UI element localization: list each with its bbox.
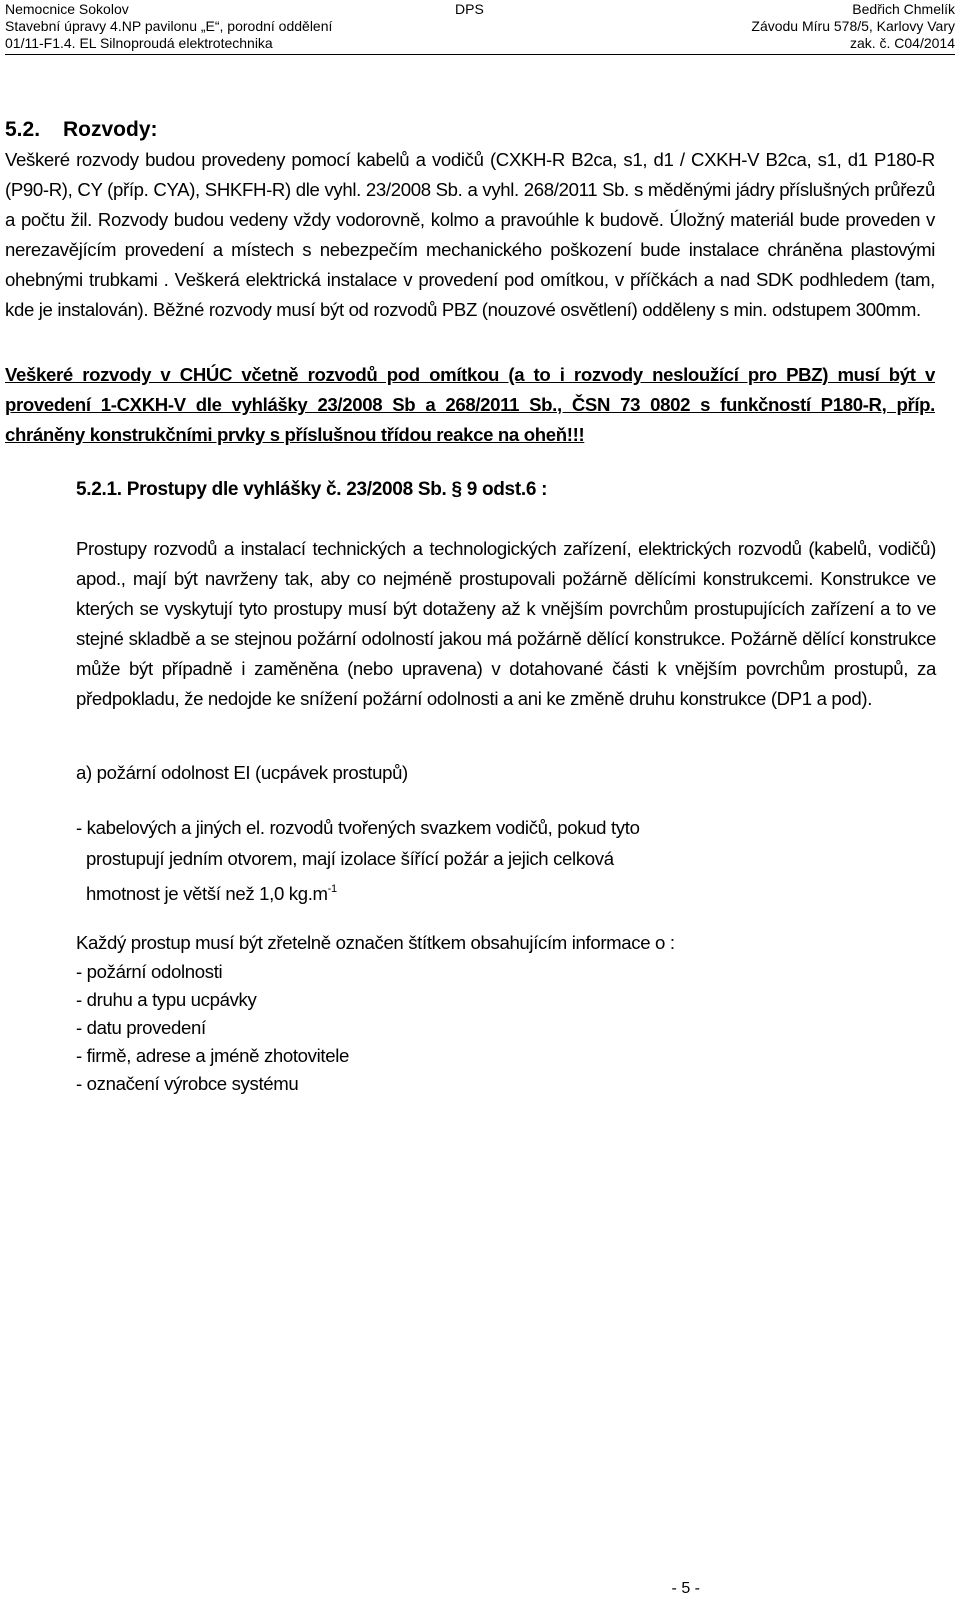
list-item: - druhu a typu ucpávky xyxy=(76,989,257,1010)
header-stage: DPS xyxy=(455,1,484,17)
header-row-3 xyxy=(5,34,955,52)
list-item: - označení výrobce systému xyxy=(76,1073,299,1094)
section-title xyxy=(5,118,158,142)
cable-line-3-text: hmotnost je větší než 1,0 kg.m xyxy=(86,883,328,904)
paragraph-wiring: Veškeré rozvody budou provedeny pomocí kabelů a vodičů (CXKH-R B2ca, s1, d1 / CXKH-V B2ca, s1, d1 P180-R (P90-R), CY (příp. CYA), SHKFH-R) dle vyhl. 23/2008 Sb. a vyhl. 268/2011 Sb. s měděnými jádry příslušných průřezů a počtu žil. Rozvody budou vedeny vždy vodorovně, kolmo a pravoúhle k budově. Úložný materiál bude proveden v nerezavějícím provedení a místech s nebezpečím mechanického poškození bude instalace chráněna plastovými ohebnými trubkami . Veškerá elektrická instalace v provedení pod omítkou, v příčkách a nad SDK podhledem (tam, kde je instalován). Běžné rozvody musí být od rozvodů PBZ (nouzové osvětlení) odděleny s min. odstupem 300mm. xyxy=(5,149,935,320)
header-order-number: zak. č. C04/2014 xyxy=(849,35,955,51)
label-info-list xyxy=(76,958,349,1098)
paragraph-penetrations: Prostupy rozvodů a instalací technických a technologických zařízení, elektrických rozvodů (kabelů, vodičů) apod., mají být navrženy tak, aby co nejméně prostupovali požárně dělícími konstrukcemi. Konstrukce ve kterých se vyskytují tyto prostupy musí být dotaženy až k vnějším povrchům prostupujících zařízení a to ve stejné skladbě a se stejnou požární odolností jakou má požárně dělící konstrukce. Požárně dělící konstrukce může být případně i zaměněna (nebo upravena) v dotahované části k vnějším povrchům prostupů, za předpokladu, že nedojde ke snížení požární odolnosti a ani ke změně druhu konstrukce (DP1 a pod). xyxy=(76,538,936,709)
section-title-text: Rozvody: xyxy=(63,118,158,141)
list-item: - firmě, adrese a jméně zhotovitele xyxy=(76,1045,349,1066)
cable-line-2: prostupují jedním otvorem, mají izolace šířící požár a jejich celková xyxy=(86,848,614,869)
header-project: Stavební úpravy 4.NP pavilonu „E“, porodní oddělení xyxy=(5,18,333,34)
cable-line-1: - kabelových a jiných el. rozvodů tvořených svazkem vodičů, pokud tyto xyxy=(76,817,640,838)
list-item: - datu provedení xyxy=(76,1017,206,1038)
header-document: 01/11-F1.4. EL Silnoproudá elektrotechnika xyxy=(5,35,273,51)
cable-bundle-item xyxy=(76,812,936,909)
header-hospital: Nemocnice Sokolov xyxy=(5,1,129,17)
item-a-fire-resistance: a) požární odolnost EI (ucpávek prostupů) xyxy=(76,762,408,783)
header-row-2 xyxy=(5,17,955,35)
header-address: Závodu Míru 578/5, Karlovy Vary xyxy=(751,18,955,34)
label-intro: Každý prostup musí být zřetelně označen štítkem obsahujícím informace o : xyxy=(76,932,675,953)
unit-superscript: -1 xyxy=(327,883,337,895)
list-item: - požární odolnosti xyxy=(76,961,223,982)
header-author: Bedřich Chmelík xyxy=(852,1,955,17)
paragraph-chuc-warning: Veškeré rozvody v CHÚC včetně rozvodů pod omítkou (a to i rozvody nesloužící pro PBZ) musí být v provedení 1-CXKH-V dle vyhlášky 23/2008 Sb a 268/2011 Sb., ČSN 73 0802 s funkčností P180-R, příp. chráněny konstrukčními prvky s příslušnou třídou reakce na oheň!!! xyxy=(5,364,935,445)
page-number: - 5 - xyxy=(671,1580,700,1597)
subsection-title: 5.2.1. Prostupy dle vyhlášky č. 23/2008 Sb. § 9 odst.6 : xyxy=(76,479,548,500)
cable-line-3 xyxy=(76,874,936,909)
section-number: 5.2. xyxy=(5,118,41,141)
page-header xyxy=(5,0,955,55)
header-row-1 xyxy=(5,0,955,18)
